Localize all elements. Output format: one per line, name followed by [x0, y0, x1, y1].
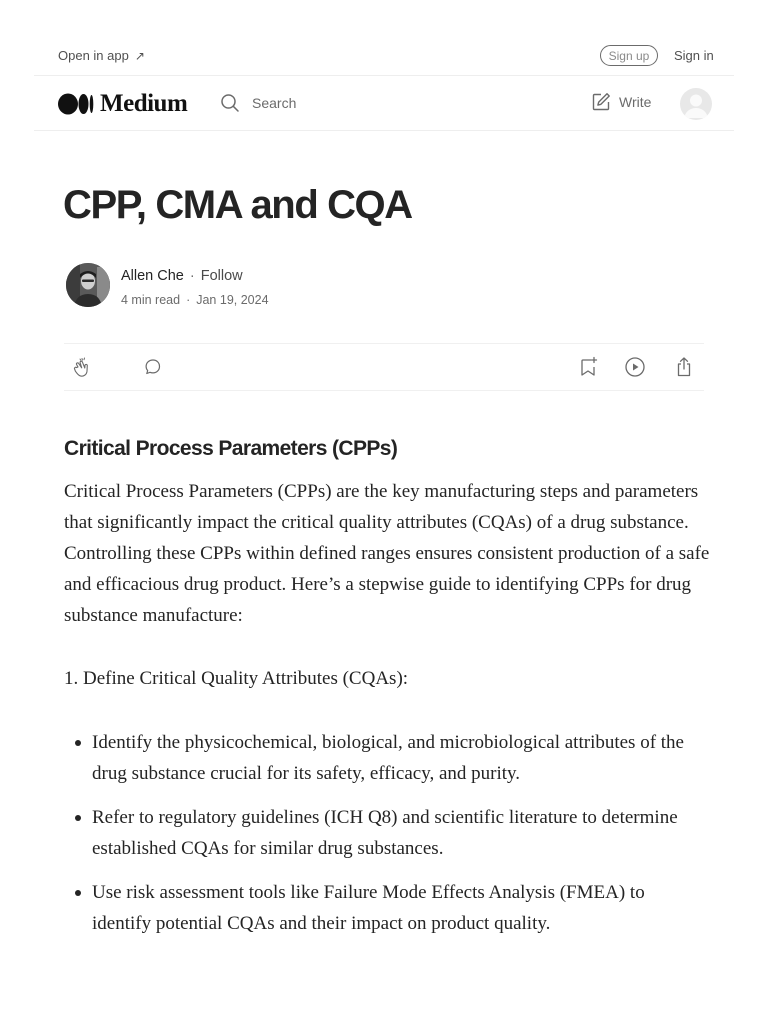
- search-input[interactable]: Search: [252, 95, 297, 111]
- open-in-app-label: Open in app: [58, 48, 129, 63]
- share-icon: [672, 355, 696, 379]
- list-item: Refer to regulatory guidelines (ICH Q8) and scientific literature to determine established CQAs for similar drug substances.: [64, 802, 704, 864]
- sign-up-button[interactable]: Sign up: [600, 45, 658, 66]
- medium-logo-icon: [58, 93, 94, 115]
- read-time: 4 min read: [121, 293, 181, 307]
- medium-wordmark: Medium: [100, 90, 188, 117]
- sign-in-link[interactable]: Sign in: [674, 48, 714, 63]
- external-arrow-icon: ↗: [134, 48, 145, 63]
- nav-divider: [34, 130, 734, 131]
- write-icon: [591, 92, 611, 112]
- comment-icon: [141, 355, 165, 379]
- section-heading: Critical Process Parameters (CPPs): [64, 437, 398, 460]
- intro-paragraph: Critical Process Parameters (CPPs) are the key manufacturing steps and parameters that significantly impact the critical quality attributes (CQAs) of a drug substance. Controlling these CPPs within defined ranges ensures consistent production of a safe and efficacious drug product. Here’s a stepwise guide to identifying CPPs for drug substance manufacture:: [64, 481, 710, 626]
- author-name[interactable]: Allen Che: [121, 268, 184, 284]
- list-item: Identify the physicochemical, biological, and microbiological attributes of the drug substance crucial for its safety, efficacy, and purity.: [64, 727, 704, 789]
- clap-button[interactable]: [71, 355, 95, 379]
- listen-button[interactable]: [623, 355, 647, 379]
- header-divider: [34, 75, 734, 76]
- bookmark-add-icon: [576, 355, 600, 379]
- action-bar-top-border: [64, 343, 704, 344]
- list-item: Use risk assessment tools like Failure Mode Effects Analysis (FMEA) to identify potential CQAs and their impact on product quality.: [64, 877, 704, 939]
- search-icon: [220, 93, 240, 113]
- comment-button[interactable]: [141, 355, 165, 379]
- step-heading: 1. Define Critical Quality Attributes (CQAs):: [64, 668, 409, 689]
- article-title: CPP, CMA and CQA: [63, 183, 412, 227]
- default-avatar-icon: [680, 88, 712, 120]
- play-icon: [623, 355, 647, 379]
- user-avatar[interactable]: [680, 88, 712, 120]
- write-button[interactable]: [591, 92, 651, 112]
- share-button[interactable]: [672, 355, 696, 379]
- action-bar-bottom-border: [64, 390, 704, 391]
- separator-dot: ·: [189, 268, 195, 284]
- write-label: Write: [619, 94, 652, 110]
- follow-button[interactable]: Follow: [200, 268, 243, 284]
- separator-dot: ·: [186, 293, 191, 307]
- author-avatar[interactable]: [66, 263, 110, 307]
- bookmark-button[interactable]: [576, 355, 600, 379]
- open-in-app-link[interactable]: [58, 48, 145, 63]
- author-photo-icon: [66, 263, 110, 307]
- medium-logo[interactable]: [58, 90, 187, 118]
- publish-date: Jan 19, 2024: [196, 293, 269, 307]
- author-line: [121, 268, 243, 284]
- search-bar[interactable]: [220, 93, 296, 113]
- clap-icon: [71, 355, 95, 379]
- bullet-list: [64, 727, 704, 952]
- article-meta: [121, 293, 269, 307]
